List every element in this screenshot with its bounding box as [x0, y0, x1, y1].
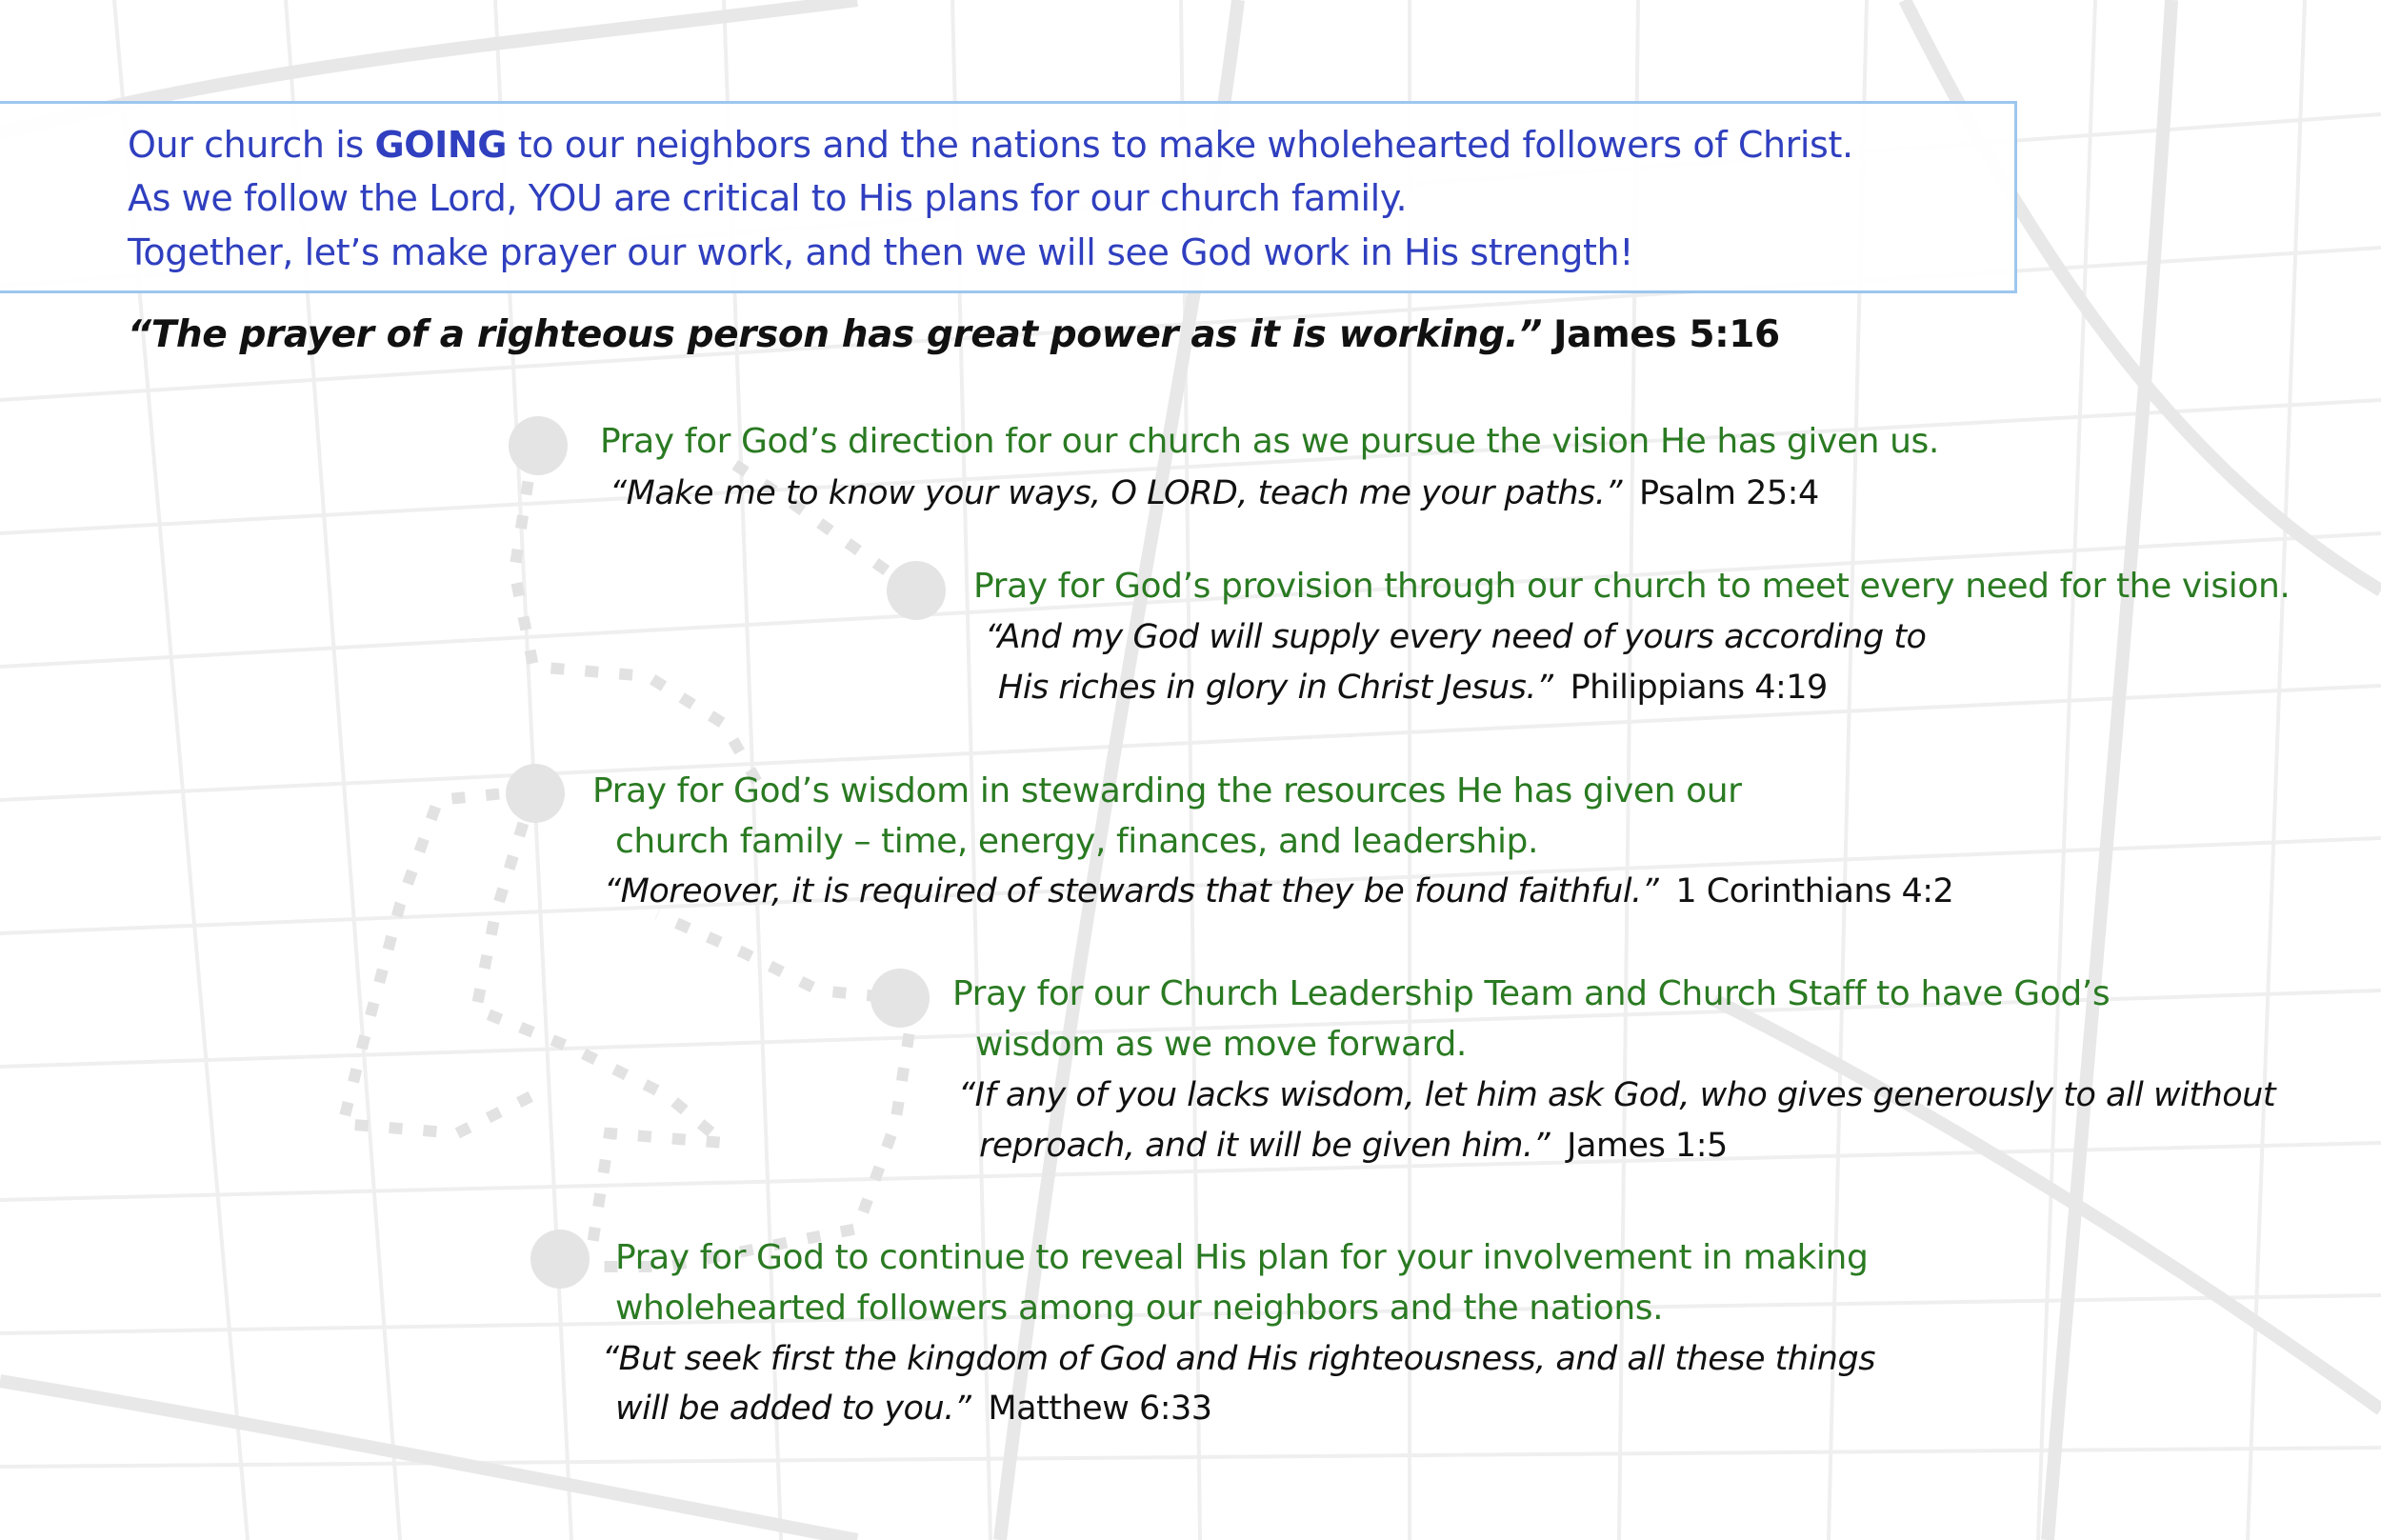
prayer-2-verse-line-2	[998, 663, 1828, 712]
prayer-3-verse-line-1	[604, 867, 1953, 916]
prayer-4-verse-quote-2: reproach, and it will be given him.”	[979, 1127, 1551, 1165]
path-dot-5	[530, 1230, 590, 1289]
prayer-3-request-line-1: Pray for God’s wisdom in stewarding the resources He has given our	[592, 771, 1742, 810]
path-dot-4	[870, 969, 930, 1028]
intro-line-2: As we follow the Lord, YOU are critical to His plans for our church family.	[128, 177, 1408, 219]
prayer-5-verse-line-2	[615, 1384, 1212, 1433]
prayer-5-verse-quote-2: will be added to you.”	[615, 1390, 971, 1428]
prayer-4-reference: James 1:5	[1567, 1127, 1728, 1165]
prayer-3-verse-quote: “Moreover, it is required of stewards that they be found faithful.”	[604, 872, 1659, 910]
prayer-2-verse-quote-2: His riches in glory in Christ Jesus.”	[998, 669, 1553, 707]
prayer-4-verse-line-2	[979, 1121, 1728, 1170]
theme-verse-reference: James 5:16	[1553, 313, 1780, 356]
theme-verse-quote: “The prayer of a righteous person has great power as it is working.”	[128, 313, 1543, 356]
prayer-3-reference: 1 Corinthians 4:2	[1675, 872, 1954, 910]
prayer-4-request-line-2: wisdom as we move forward.	[975, 1025, 1467, 1064]
prayer-2-reference: Philippians 4:19	[1570, 669, 1828, 707]
prayer-5-verse-line-1	[602, 1334, 1875, 1384]
prayer-3-request-line-2: church family – time, energy, finances, and leadership.	[615, 822, 1539, 861]
theme-verse	[128, 309, 1780, 362]
prayer-1-reference: Psalm 25:4	[1639, 474, 1819, 512]
prayer-4-verse-line-1	[958, 1070, 2275, 1120]
prayer-2-request-line-1: Pray for God’s provision through our church to meet every need for the vision.	[973, 567, 2291, 606]
path-dot-2	[887, 561, 946, 620]
prayer-5-request-line-2: wholehearted followers among our neighbors and the nations.	[615, 1289, 1664, 1328]
prayer-2-verse-quote-1: “And my God will supply every need of yours according to	[985, 618, 1927, 656]
prayer-1-request-line-1: Pray for God’s direction for our church as we pursue the vision He has given us.	[600, 422, 1939, 461]
prayer-5-verse-quote-1: “But seek first the kingdom of God and His righteousness, and all these things	[602, 1340, 1875, 1378]
prayer-4-request-line-1: Pray for our Church Leadership Team and Church Staff to have God’s	[952, 974, 2111, 1013]
intro-going-emphasis: GOING	[374, 124, 508, 166]
path-dot-1	[509, 416, 568, 475]
intro-line-1-start: Our church is	[128, 124, 375, 166]
prayer-4-verse-quote-1: “If any of you lacks wisdom, let him ask God, who gives generously to all without	[958, 1076, 2276, 1114]
intro-line-1	[128, 118, 1853, 171]
path-dot-3	[506, 764, 565, 823]
intro-line-3: Together, let’s make prayer our work, and then we will see God work in His strength!	[128, 231, 1634, 273]
prayer-5-request-line-1: Pray for God to continue to reveal His plan for your involvement in making	[615, 1238, 1869, 1277]
prayer-5-reference: Matthew 6:33	[988, 1390, 1212, 1428]
intro-line-1-end: to our neighbors and the nations to make wholehearted followers of Christ.	[507, 124, 1853, 166]
prayer-1-verse-quote: “Make me to know your ways, O LORD, teach me your paths.”	[610, 474, 1622, 512]
prayer-1-verse-line-1	[610, 469, 1819, 518]
prayer-2-verse-line-1	[985, 612, 1926, 662]
